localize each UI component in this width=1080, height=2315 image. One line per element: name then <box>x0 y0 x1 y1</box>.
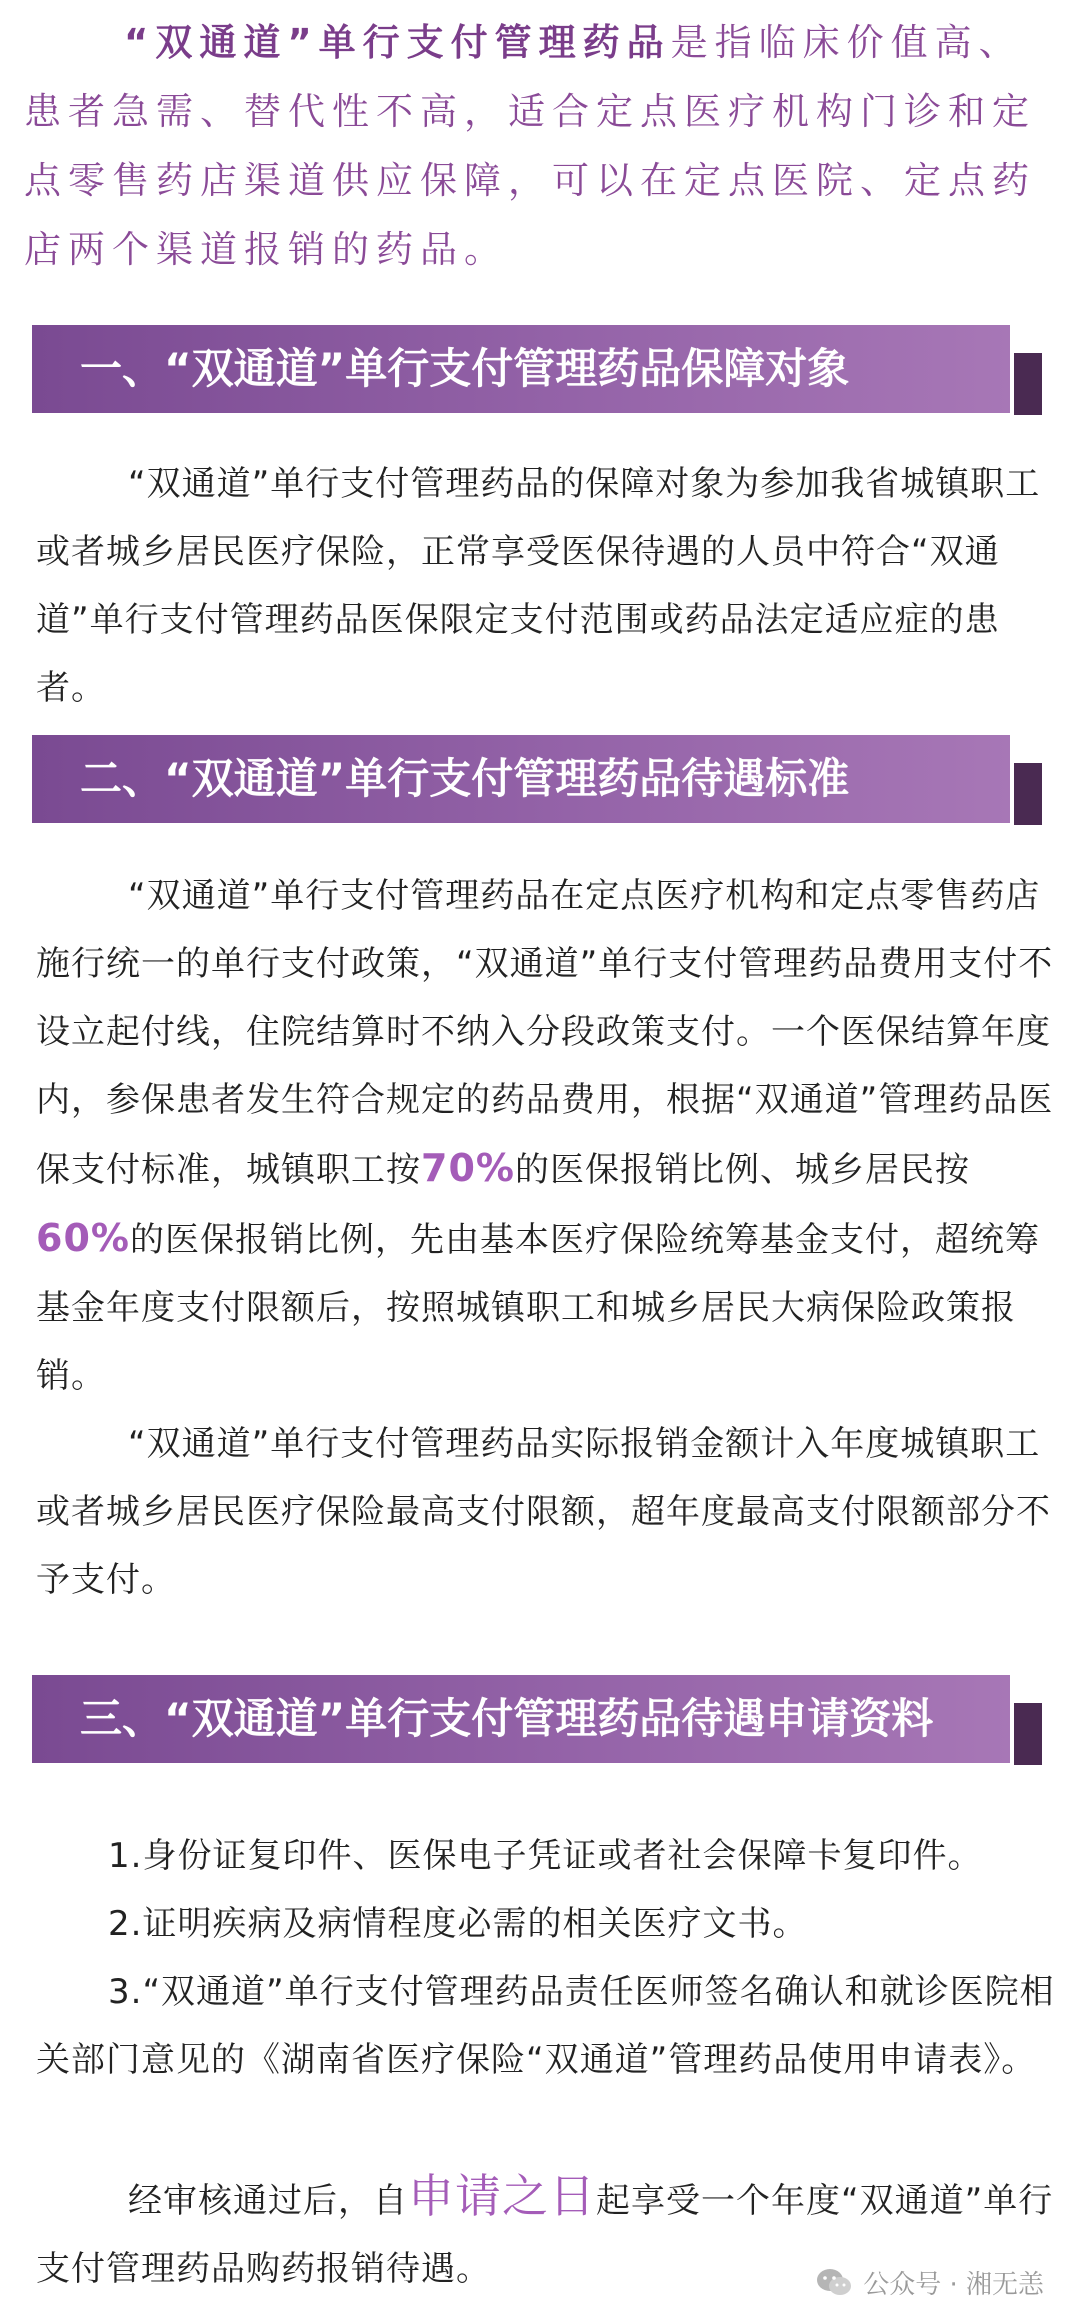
s2-p1-c: 的医保报销比例，先由基本医疗保险统筹基金支付，超统筹基金年度支付限额后，按照城镇职工和城乡居民大病保险政策报销。 <box>36 1220 1040 1396</box>
section-title-2: 二、“双通道”单行支付管理药品待遇标准 <box>80 754 850 803</box>
section-header-accent <box>1014 1703 1042 1765</box>
intro-paragraph <box>24 8 1064 284</box>
apply-date-highlight: 申请之日 <box>408 2169 596 2223</box>
section-header-accent <box>1014 763 1042 825</box>
watermark-text: 公众号 · 湘无恙 <box>863 2269 1044 2300</box>
s3-list-item-2: 2.证明疾病及病情程度必需的相关医疗文书。 <box>108 1904 808 1944</box>
s3-p-b: 起享受一个年度“双通道”单行支付管理药品购药报销待遇。 <box>36 2181 1054 2289</box>
s3-p-a: 经审核通过后，自 <box>128 2181 408 2221</box>
wechat-icon <box>815 2267 853 2297</box>
intro-lead: “双通道”单行支付管理药品 <box>124 21 671 64</box>
section-header-2 <box>32 735 1042 827</box>
watermark <box>815 2262 1044 2302</box>
section-title-3: 三、“双通道”单行支付管理药品待遇申请资料 <box>80 1694 934 1743</box>
s2-paragraph-2: “双通道”单行支付管理药品实际报销金额计入年度城镇职工或者城乡居民医疗保险最高支付限额，超年度最高支付限额部分不予支付。 <box>36 1424 1051 1600</box>
section-title-1: 一、“双通道”单行支付管理药品保障对象 <box>80 344 850 393</box>
s2-p1-a: “双通道”单行支付管理药品在定点医疗机构和定点零售药店施行统一的单行支付政策，“双通道”单行支付管理药品费用支付不设立起付线，住院结算时不纳入分段政策支付。一个医保结算年度内，参保患者发生符合规定的药品费用，根据“双通道”管理药品医保支付标准，城镇职工按 <box>36 876 1054 1190</box>
section-header-accent <box>1014 353 1042 415</box>
section-header-3 <box>32 1675 1042 1767</box>
s2-p1-b: 的医保报销比例、城乡居民按 <box>514 1150 970 1190</box>
intro-text: 是指临床价值高、患者急需、替代性不高，适合定点医疗机构门诊和定点零售药店渠道供应保障，可以在定点医院、定点药店两个渠道报销的药品。 <box>24 21 1036 271</box>
section-header-1 <box>32 325 1042 417</box>
pct-employee: 70% <box>421 1146 515 1190</box>
pct-resident: 60% <box>36 1216 130 1260</box>
s3-list-item-1: 1.身份证复印件、医保电子凭证或者社会保障卡复印件。 <box>108 1836 983 1876</box>
s2-paragraph-1 <box>36 862 1056 1410</box>
s3-list-item-3: 3.“双通道”单行支付管理药品责任医师签名确认和就诊医院相关部门意见的《湖南省医疗保险“双通道”管理药品使用申请表》。 <box>36 1972 1055 2080</box>
s1-paragraph: “双通道”单行支付管理药品的保障对象为参加我省城镇职工或者城乡居民医疗保险，正常享受医保待遇的人员中符合“双通道”单行支付管理药品医保限定支付范围或药品法定适应症的患者。 <box>36 464 1041 708</box>
